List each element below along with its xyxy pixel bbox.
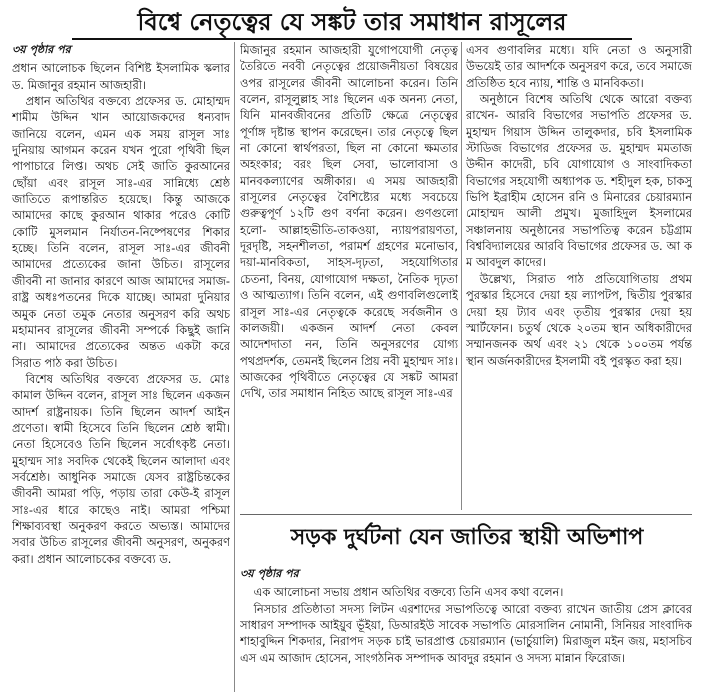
paragraph: এক আলোচনা সভায় প্রধান অতিথির বক্তব্যে তিনি এসব কথা বলেন। [253, 585, 564, 600]
paragraph: অনুষ্ঠানে বিশেষ অতিথি থেকে আরো বক্তব্য রাখেন- আরবি বিভাগের সভাপতি প্রফেসর ড. মুহাম্মদ গিয়াস উদ্দিন তালুকদার, চবি ইসলামিক স্টাডিজ বিভাগের প্রফেসর ড. মুহাম্মদ মমতাজ উদ্দীন কাদেরী, চবি যোগাযোগ ও সাংবাদিকতা বিভাগের সহযোগী অধ্যাপক ড. শহীদুল হক, চাকসু ভিপি ইব্রাহীম হোসেন রনি ও মিনারের চেয়ারম্যান মোহাম্মদ আলী প্রমুখ। মুজাহিদুল ইসলামের সঞ্চালনায় অনুষ্ঠানের সভাপতিত্ব করেন চট্টগ্রাম বিশ্ববিদ্যালয়ের আরবি বিভাগের প্রফেসর ড. আ ক ম আবদুল কাদের। [466, 92, 692, 270]
article-separator [240, 514, 692, 515]
paragraph: মিজানুর রহমান আজহারী যুগোপযোগী নেতৃত্ব তৈরিতে নববী নেতৃত্বের প্রয়োজনীয়তা বিষয়ের ওপর রাসূলের জীবনী আলোচনা করেন। তিনি বলেন, রাসূলুল্লাহ সাঃ ছিলেন এক অনন্য নেতা, যিনি মানবজীবনের প্রতিটি ক্ষেত্রে নেতৃত্বের পূর্ণাঙ্গ দৃষ্টান্ত স্থাপন করেছেন। তার নেতৃত্বে ছিল না কোনো স্বার্থপরতা, ছিল না কোনো ক্ষমতার অহংকার; বরং ছিল সেবা, ভালোবাসা ও মানবকল্যাণের অঙ্গীকার। এ সময় আজহারী রাসূলের নেতৃত্বের বৈশিষ্ট্যের মধ্যে সবচেয়ে গুরুত্বপূর্ণ ১২টি গুণ বর্ণনা করেন। গুণগুলো হলো- আল্লাহভীতি-তাকওয়া, ন্যায়পরায়ণতা, দূরদৃষ্টি, সহনশীলতা, পরামর্শ গ্রহণের মনোভাব, দয়া-মানবিকতা, সাহস-দৃঢ়তা, সহযোগিতার চেতনা, বিনয়, যোগাযোগ দক্ষতা, নৈতিক দৃঢ়তা ও আত্মত্যাগ। তিনি বলেন, এই গুণাবলিগুলোই রাসূল সাঃ-এর নেতৃত্বকে করেছে সর্বজনীন ও কালজয়ী। একজন আদর্শ নেতা কেবল আদেশদাতা নন, তিনি অনুসরণের যোগ্য পথপ্রদর্শক, তেমনই ছিলেন প্রিয় নবী মুহাম্মদ সাঃ। আজকের পৃথিবীতে নেতৃত্বের যে সঙ্কট আমরা দেখি, তার সমাধান নিহিত আছে রাসূল সাঃ-এর [240, 43, 458, 401]
continued-label: ৩য় পৃষ্ঠার পর [12, 43, 71, 56]
column-divider [461, 42, 462, 510]
paragraph: উল্লেখ্য, সিরাত পাঠ প্রতিযোগিতায় প্রথম পুরস্কার হিসেবে দেয়া হয় ল্যাপটপ, দ্বিতীয় পুরস্কার দেয়া হয় ট্যাব এবং তৃতীয় পুরস্কার দেয়া হয় স্মার্টফোন। চতুর্থ থেকে ২০তম স্থান অধিকারীদের সম্মানজনক অর্থ এবং ২১ থেকে ১০০তম পর্যন্ত স্থান অর্জনকারীদের ইসলামী বই পুরস্কৃত করা হয়। [466, 271, 692, 368]
paragraph: প্রধান অতিথির বক্তব্যে প্রফেসর ড. মোহাম্মদ শামীম উদ্দিন খান আয়োজকদের ধন্যবাদ জানিয়ে বলেন, এমন এক সময় রাসূল সাঃ দুনিয়ায় আগমন করেন যখন পুরো পৃথিবী ছিল পাপাচারে লিপ্ত। অথচ সেই জাতি কুরআনের ছোঁয়া এবং রাসূল সাঃ-এর সান্নিধ্যে শ্রেষ্ঠ জাতিতে রূপান্তরিত হয়েছে। কিন্তু আজকে আমাদের কাছে কুরআন থাকার পরেও কোটি কোটি মুসলমান নির্যাতন-নিষ্পেষণের শিকার হচ্ছে। তিনি বলেন, রাসূল সাঃ-এর জীবনী আমাদের প্রত্যেকের জানা উচিত। রাসূলের জীবনী না জানার কারণে আজ আমাদের সমাজ-রাষ্ট্র অধঃপতনের দিকে যাচ্ছে। আমরা দুনিয়ার অমুক নেতা তমুক নেতার অনুসরণ করি অথচ মহামানব রাসূলের জীবনী সম্পর্কে কিছুই জানি না। আমাদের প্রত্যেকের অন্তত একটা করে সিরাত পাঠ করা উচিত। [12, 94, 230, 370]
article2-body [240, 566, 692, 694]
paragraph: এসব গুণাবলির মধ্যে। যদি নেতা ও অনুসারী উভয়েই তার আদর্শকে অনুসরণ করে, তবে সমাজে প্রতিষ্ঠিত হবে ন্যায়, শান্তি ও মানবিকতা। [466, 43, 692, 90]
article1-column-2 [240, 42, 458, 510]
article1-column-1 [12, 42, 230, 692]
article2-headline: সড়ক দুর্ঘটনা যেন জাতির স্থায়ী অভিশাপ [290, 525, 644, 550]
article-headline: বিশ্বে নেতৃত্বের যে সঙ্কট তার সমাধান রাসূলের [72, 6, 632, 40]
paragraph: বিশেষ অতিথির বক্তব্যে প্রফেসর ড. মোঃ কামাল উদ্দিন বলেন, রাসূল সাঃ ছিলেন একজন আদর্শ রাষ্ট্রনায়ক। তিনি ছিলেন আদর্শ আইন প্রণেতা। স্বামী হিসেবে তিনি ছিলেন শ্রেষ্ঠ স্বামী। নেতা হিসেবেও তিনি ছিলেন সর্বোৎকৃষ্ট নেতা। মুহাম্মদ সাঃ সবদিক থেকেই ছিলেন আলাদা এবং সর্বশ্রেষ্ঠ। আধুনিক সমাজে যেসব রাষ্ট্রচিন্তকের জীবনী আমরা পড়ি, পড়ায় তারা কেউ-ই রাসূল সাঃ-এর ধারে কাছেও নাই। আমরা পশ্চিমা শিক্ষাব্যবস্থা অনুকরণ করতে অভ্যস্ত। আমাদের সবার উচিত রাসূলের জীবনী অনুসরণ, অনুকরণ করা। প্রধান আলোচকের বক্তব্যে ড. [12, 371, 230, 566]
paragraph: নিসচার প্রতিষ্ঠাতা সদস্য লিটন এরশাদের সভাপতিত্বে আরো বক্তব্য রাখেন জাতীয় প্রেস ক্লাবের সাধারণ সম্পাদক আইয়ুব ভূঁইয়া, ডিআরইউ সাবেক সভাপতি মোরসালিন নোমানী, সিনিয়র সাংবাদিক শাহাবুদ্দিন শিকদার, নিরাপদ সড়ক চাই ভারপ্রাপ্ত চেয়ারম্যান (ভার্চুয়ালি) মিরাজুল মইন জয়, মহাসচিব এস এম আজাদ হোসেন, সাংগঠনিক সম্পাদক আবদুর রহমান ও সদস্য মান্নান ফিরোজ। [240, 601, 692, 665]
column-divider [234, 42, 235, 692]
continued-label: ৩য় পৃষ্ঠার পর [240, 567, 299, 580]
paragraph: প্রধান আলোচক ছিলেন বিশিষ্ট ইসলামিক স্কলার ড. মিজানুর রহমান আজহারী। [12, 61, 230, 92]
article1-column-3 [466, 42, 692, 510]
